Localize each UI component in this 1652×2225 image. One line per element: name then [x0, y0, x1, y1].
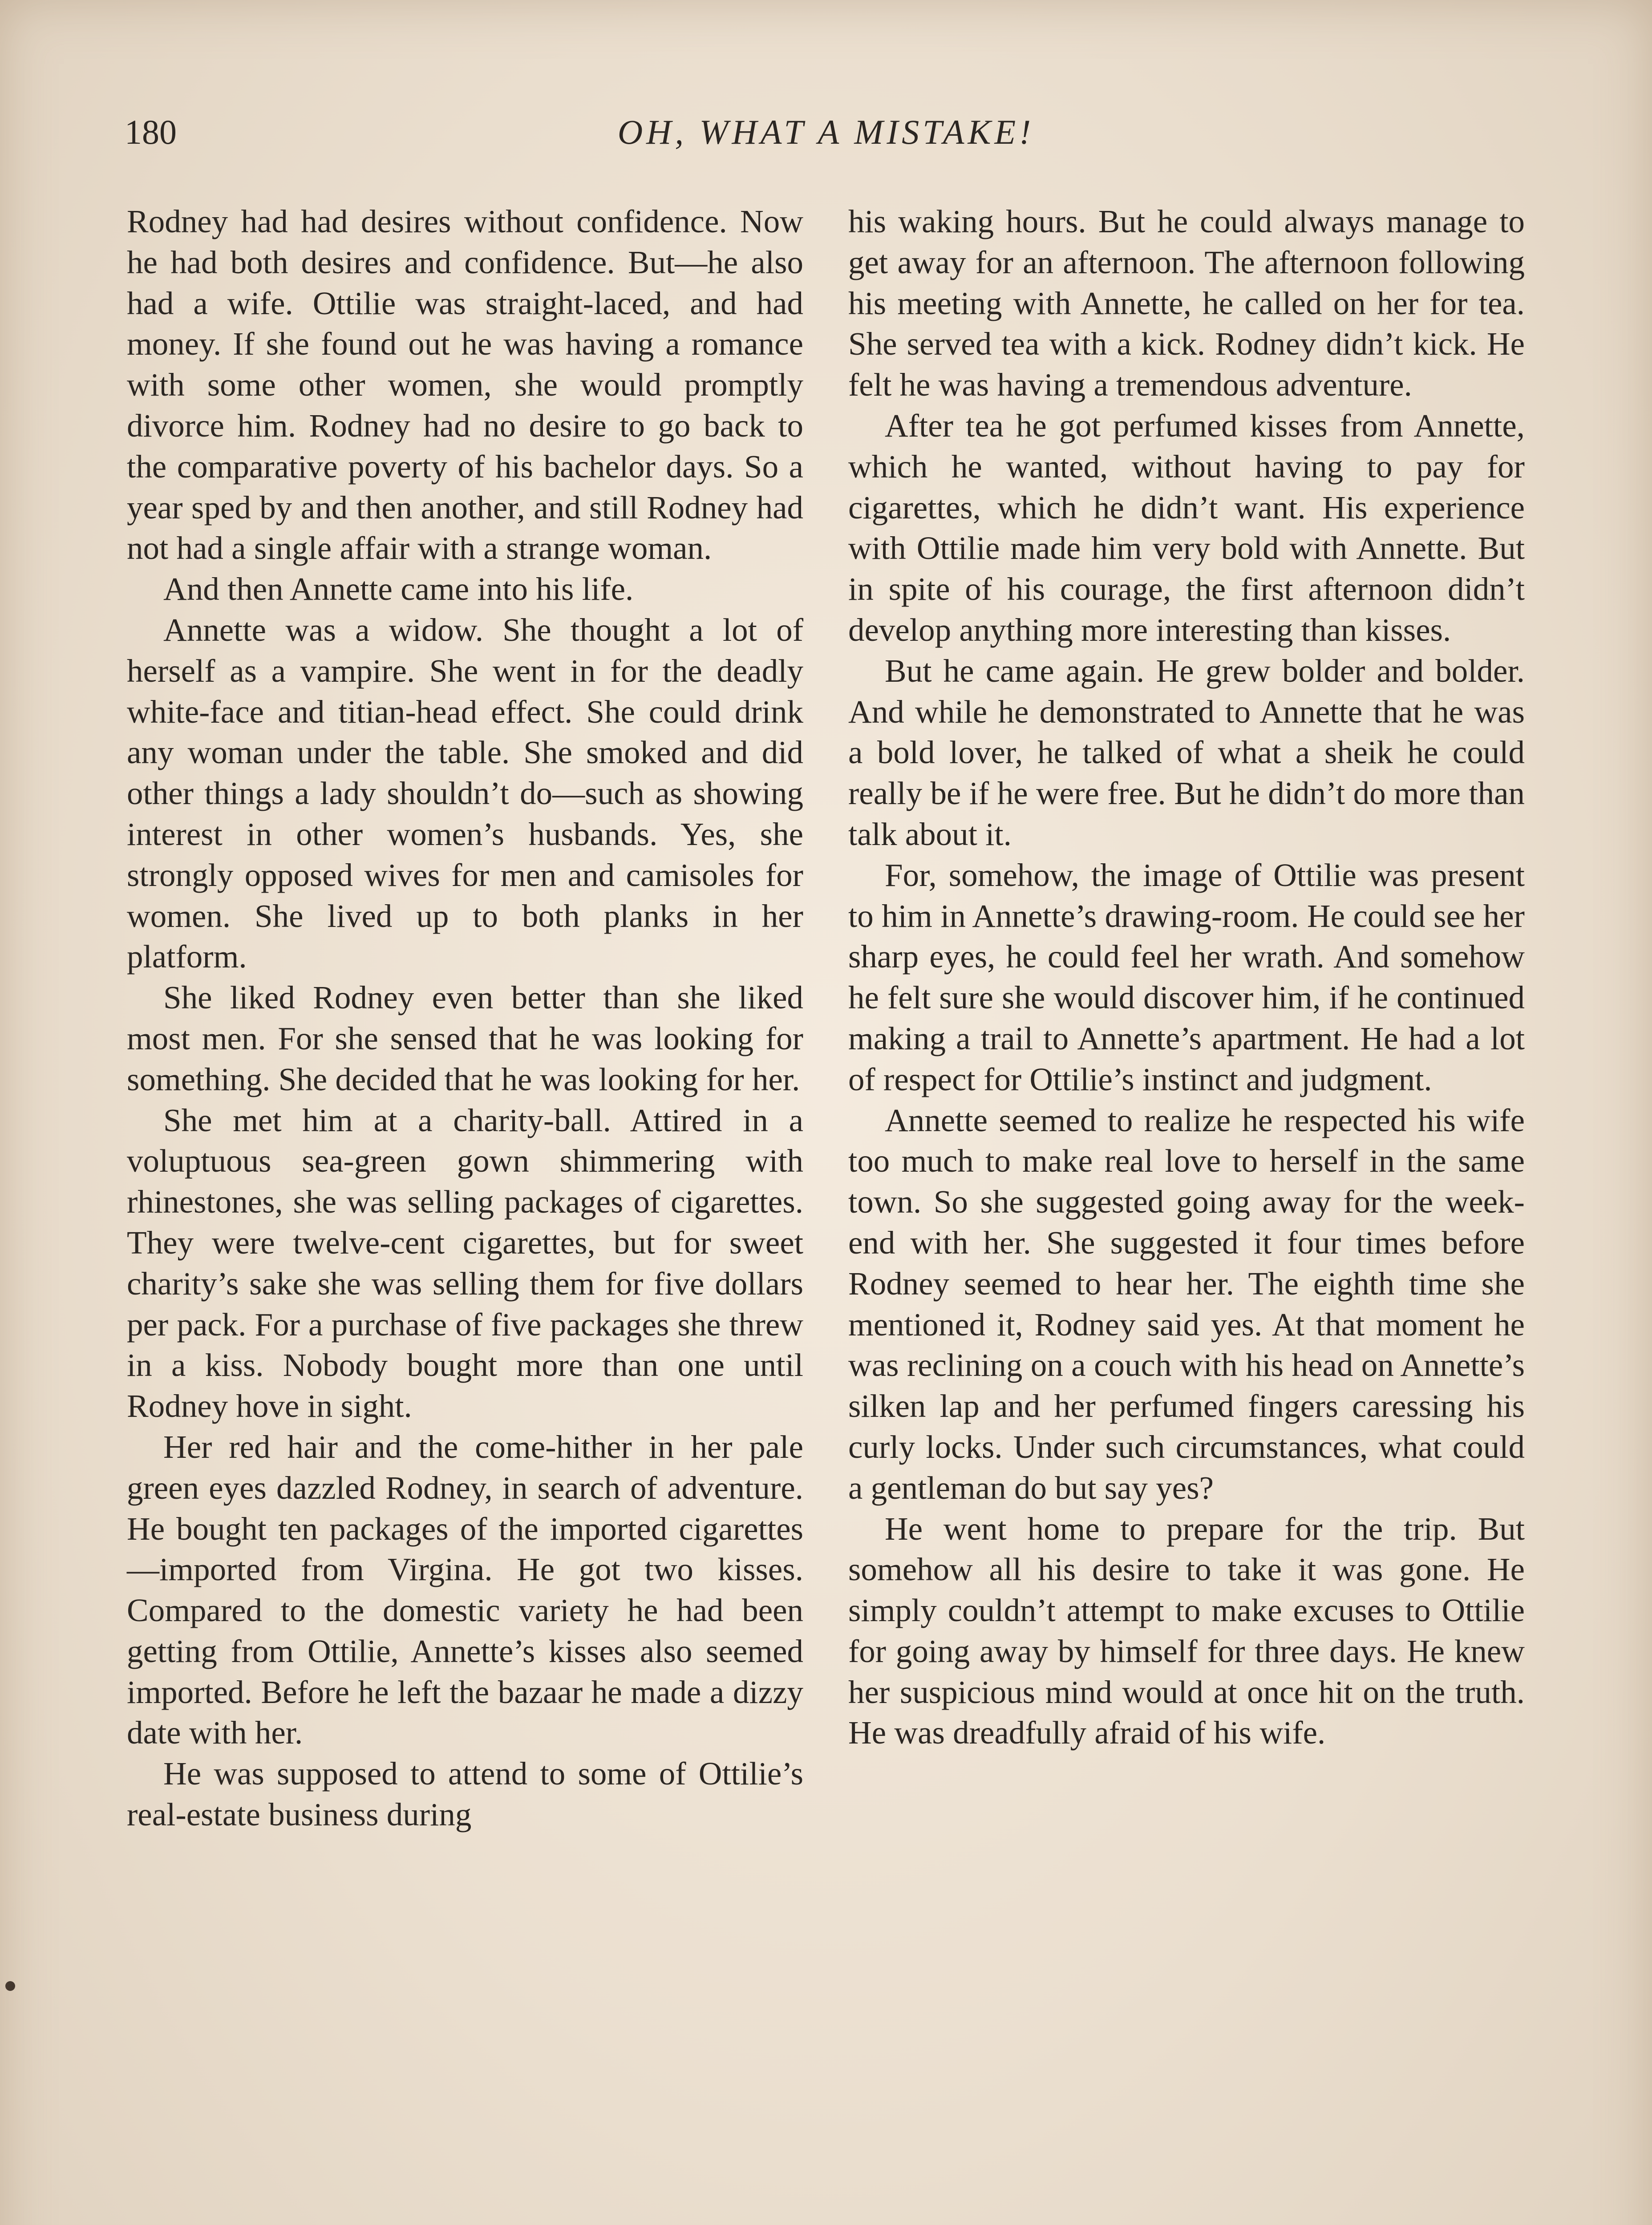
paragraph: Her red hair and the come-hither in her pale green eyes dazzled Rodney, in search of adventure. He bought ten packages of the imported cigarettes—imported from Virgina. He got two kisses. Compared to the domestic variety he had been getting from Ottilie, Annette’s kisses also seemed imported. Before he left the bazaar he made a dizzy date with her.	[127, 1428, 803, 1751]
paragraph: Annette was a widow. She thought a lot of herself as a vampire. She went in for the deadly white-face and titian-head effect. She could drink any woman under the table. She smoked and did other things a lady shouldn’t do—such as showing interest in other women’s husbands. Yes, she strongly opposed wives for men and camisoles for women. She lived up to both planks in her platform.	[127, 611, 803, 975]
paragraph: But he came again. He grew bolder and bolder. And while he demonstrated to Annette that he was a bold lover, he talked of what a sheik he could really be if he were free. But he didn’t do more than talk about it.	[848, 652, 1525, 852]
page-header	[0, 0, 1652, 187]
running-title: OH, WHAT A MISTAKE!	[617, 113, 1035, 151]
page-number: 180	[125, 113, 177, 151]
paragraph: She liked Rodney even better than she liked most men. For she sensed that he was looking for something. She decided that he was looking for her.	[127, 979, 803, 1097]
paragraph: Annette seemed to realize he respected his wife too much to make real love to herself in the same town. So she suggested going away for the week-end with her. She suggested it four times before Rodney seemed to hear her. The eighth time she mentioned it, Rodney said yes. At that moment he was reclining on a couch with his head on Annette’s silken lap and her perfumed fingers caressing his curly locks. Under such circumstances, what could a gentleman do but say yes?	[848, 1102, 1525, 1506]
paragraph: his waking hours. But he could always manage to get away for an afternoon. The afternoon following his meeting with Annette, he called on her for tea. She served tea with a kick. Rodney didn’t kick. He felt he was having a tremendous adventure.	[848, 203, 1525, 403]
ink-speck	[5, 1981, 15, 1991]
right-column	[848, 201, 1525, 1753]
paragraph: Rodney had had desires without confidence. Now he had both desires and confidence. But—he also had a wife. Ottilie was straight-laced, and had money. If she found out he was having a romance with some other women, she would promptly divorce him. Rodney had no desire to go back to the comparative poverty of his bachelor days. So a year sped by and then another, and still Rodney had not had a single affair with a strange woman.	[127, 203, 803, 566]
paragraph: After tea he got perfumed kisses from Annette, which he wanted, without having to pay for cigarettes, which he didn’t want. His experience with Ottilie made him very bold with Annette. But in spite of his courage, the first afternoon didn’t develop anything more interesting than kisses.	[848, 407, 1525, 648]
left-column	[127, 201, 803, 1835]
paragraph: He went home to prepare for the trip. But somehow all his desire to take it was gone. He simply couldn’t attempt to make excuses to Ottilie for going away by himself for three days. He knew her suspicious mind would at once hit on the truth. He was dreadfully afraid of his wife.	[848, 1510, 1525, 1751]
paragraph: For, somehow, the image of Ottilie was present to him in Annette’s drawing-room. He could see her sharp eyes, he could feel her wrath. And somehow he felt sure she would discover him, if he continued making a trail to Annette’s apartment. He had a lot of respect for Ottilie’s instinct and judgment.	[848, 857, 1525, 1097]
paragraph: He was supposed to attend to some of Ottilie’s real-estate business during	[127, 1756, 803, 1833]
paragraph: She met him at a charity-ball. Attired in a voluptuous sea-green gown shimmering with rhinestones, she was selling packages of cigarettes. They were twelve-cent cigarettes, but for sweet charity’s sake she was selling them for five dollars per pack. For a purchase of five packages she threw in a kiss. Nobody bought more than one until Rodney hove in sight.	[127, 1102, 803, 1424]
paragraph: And then Annette came into his life.	[163, 571, 634, 607]
